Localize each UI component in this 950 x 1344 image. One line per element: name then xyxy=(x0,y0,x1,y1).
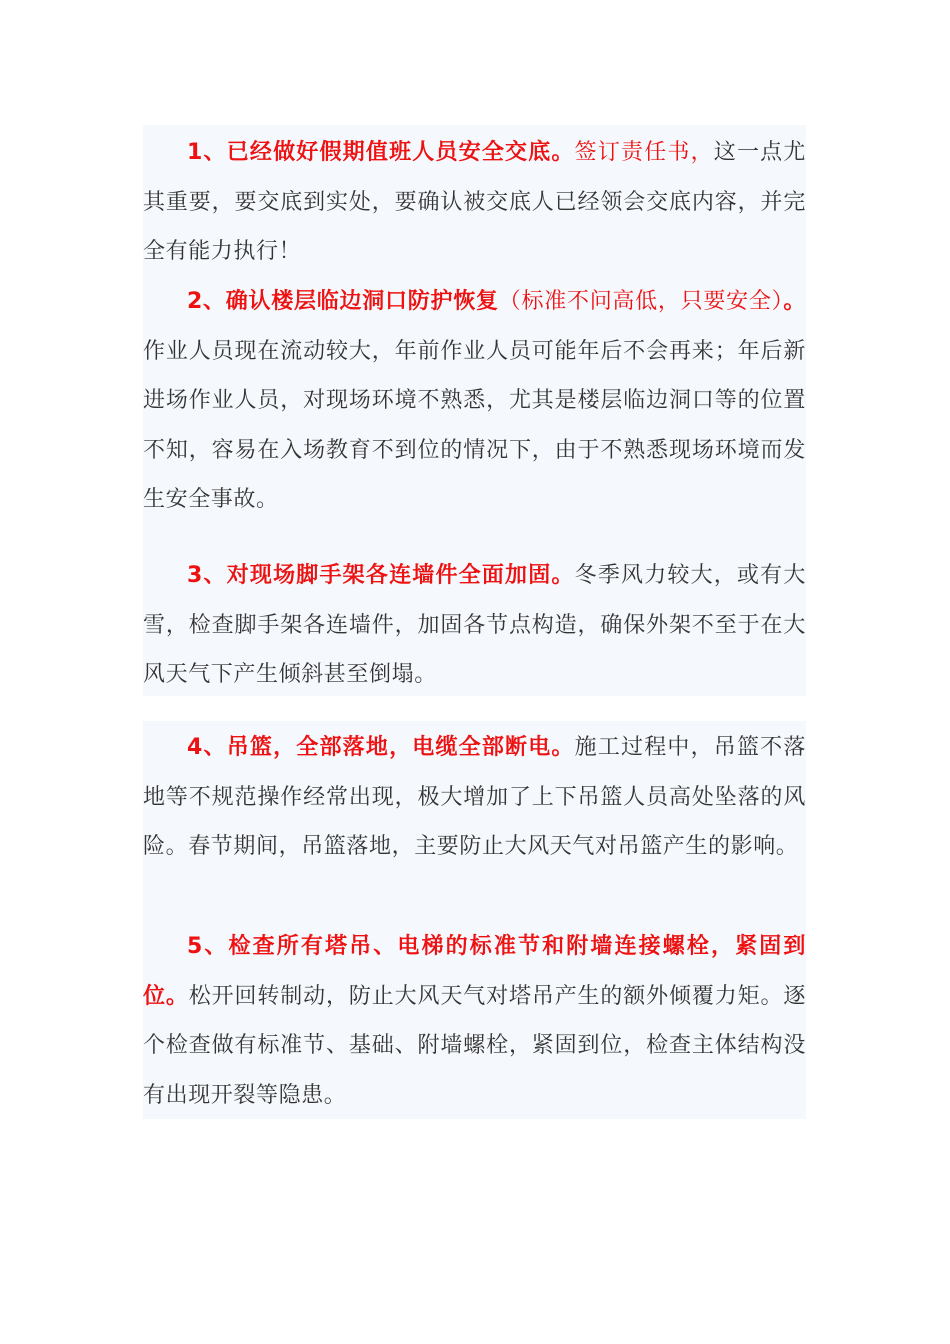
item-2-accent: （标准不问高低，只要安全） xyxy=(498,289,784,314)
item-5 xyxy=(143,922,806,1120)
item-1-heading: 1、已经做好假期值班人员安全交底。 xyxy=(187,140,575,165)
item-4-heading: 4、吊篮，全部落地，电缆全部断电。 xyxy=(187,735,575,760)
item-5-body: 松开回转制动，防止大风天气对塔吊产生的额外倾覆力矩。逐个检查做有标准节、基础、附墙螺栓，紧固到位，检查主体结构没有出现开裂等隐患。 xyxy=(143,983,807,1108)
item-3 xyxy=(143,551,806,700)
item-1-accent: 签订责任书， xyxy=(574,140,714,165)
item-2-body: 作业人员现在流动较大，年前作业人员可能年后不会再来；年后新进场作业人员，对现场环境不熟悉，尤其是楼层临边洞口等的位置不知，容易在入场教育不到位的情况下，由于不熟悉现场环境而发生安全事故。 xyxy=(143,338,806,512)
item-2-heading-end: 。 xyxy=(783,289,806,314)
item-4-body: 施工过程中，吊篮不落地等不规范操作经常出现，极大增加了上下吊篮人员高处坠落的风险。春节期间，吊篮落地，主要防止大风天气对吊篮产生的影响。 xyxy=(143,735,806,859)
item-1 xyxy=(143,128,806,277)
item-3-body: 冬季风力较大，或有大雪，检查脚手架各连墙件，加固各节点构造，确保外架不至于在大风天气下产生倾斜甚至倒塌。 xyxy=(143,563,806,687)
item-3-heading: 3、对现场脚手架各连墙件全面加固。 xyxy=(187,563,575,588)
item-1-body: 这一点尤其重要，要交底到实处，要确认被交底人已经领会交底内容，并完全有能力执行！ xyxy=(143,140,806,264)
item-2-heading: 2、确认楼层临边洞口防护恢复 xyxy=(187,289,499,314)
content-panel-top xyxy=(143,125,806,696)
item-4 xyxy=(143,723,806,872)
item-5-heading: 5、检查所有塔吊、电梯的标准节和附墙连接螺栓，紧固到位。 xyxy=(143,934,806,1009)
content-panel-bottom xyxy=(143,721,806,1119)
item-2 xyxy=(143,277,806,525)
